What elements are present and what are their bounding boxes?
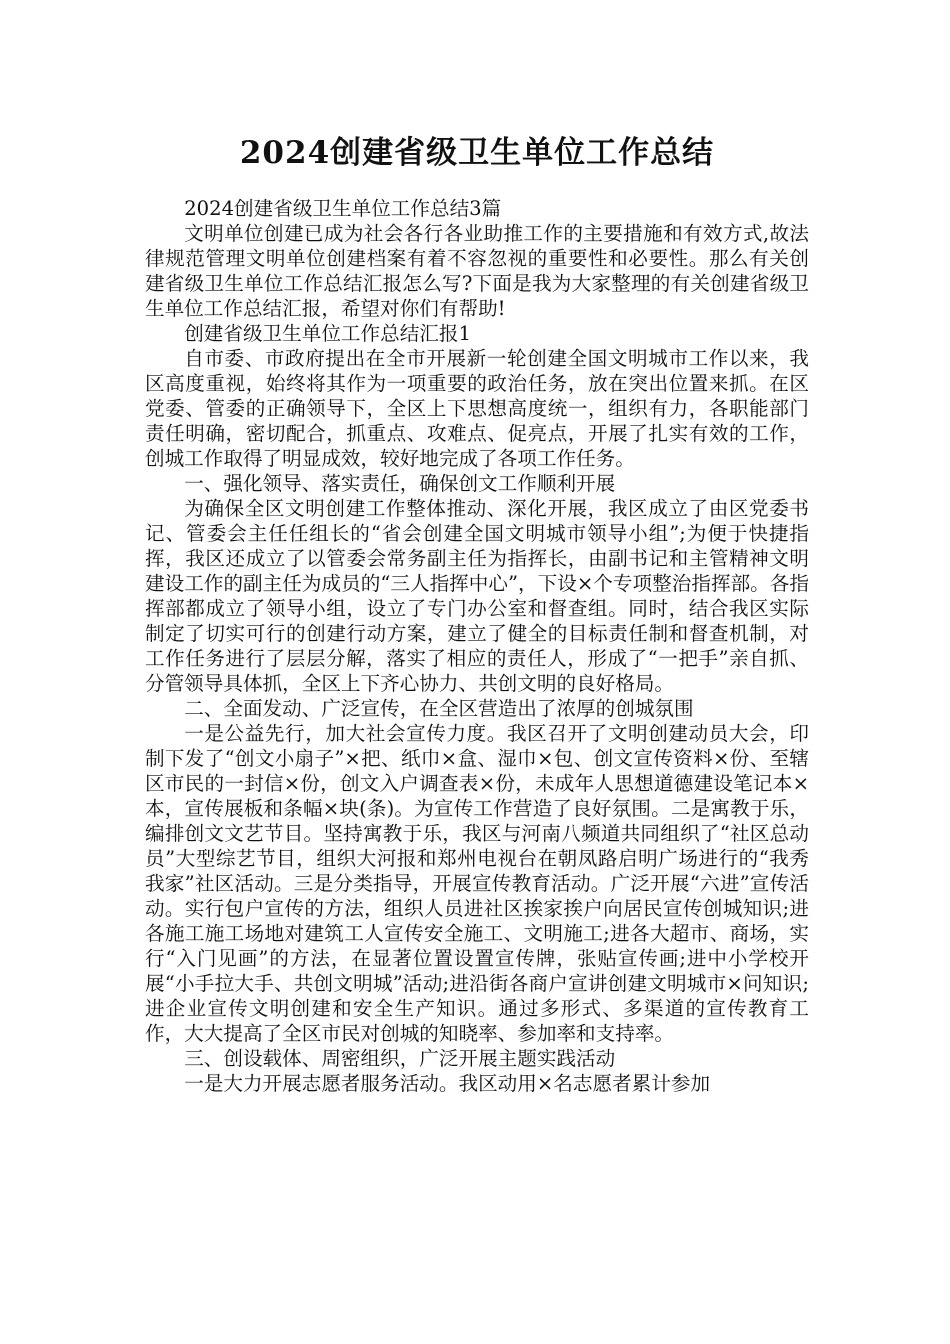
section-heading-1: 一、强化领导、落实责任，确保创文工作顺利开展 bbox=[184, 472, 616, 495]
section-heading-3: 三、创设载体、周密组织，广泛开展主题实践活动 bbox=[184, 1047, 616, 1070]
body-paragraph: 一是大力开展志愿者服务活动。我区动用×名志愿者累计参加 bbox=[184, 1072, 711, 1095]
report-heading: 创建省级卫生单位工作总结汇报1 bbox=[184, 322, 471, 345]
document-content bbox=[145, 0, 809, 1096]
body-paragraph: 为确保全区文明创建工作整体推动、深化开展，我区成立了由区党委书记、管委会主任任组长的“省会创建全国文明城市领导小组”;为便于快捷指挥，我区还成立了以管委会常务副主任为指挥长，由副书记和主管精神文明建设工作的副主任为成员的“三人指挥中心”，下设×个专项整治指挥部。各指挥部都成立了领导小组，设立了专门办公室和督查组。同时，结合我区实际制定了切实可行的创建行动方案，建立了健全的目标责任制和督查机制，对工作任务进行了层层分解，落实了相应的责任人，形成了“一把手”亲自抓、分管领导具体抓，全区上下齐心协力、共创文明的良好格局。 bbox=[145, 497, 809, 695]
document-body bbox=[145, 196, 809, 1096]
document-title: 2024创建省级卫生单位工作总结 bbox=[239, 135, 715, 171]
body-paragraph: 自市委、市政府提出在全市开展新一轮创建全国文明城市工作以来，我区高度重视，始终将其作为一项重要的政治任务，放在突出位置来抓。在区党委、管委的正确领导下，全区上下思想高度统一，组织有力，各职能部门责任明确，密切配合，抓重点、攻难点、促亮点，开展了扎实有效的工作，创城工作取得了明显成效，较好地完成了各项工作任务。 bbox=[145, 347, 809, 470]
document-subtitle: 2024创建省级卫生单位工作总结3篇 bbox=[184, 197, 502, 220]
intro-paragraph: 文明单位创建已成为社会各行各业助推工作的主要措施和有效方式,故法律规范管理文明单位创建档案有着不容忽视的重要性和必要性。那么有关创建省级卫生单位工作总结汇报怎么写?下面是我为大家整理的有关创建省级卫生单位工作总结汇报，希望对你们有帮助! bbox=[145, 222, 809, 320]
section-heading-2: 二、全面发动、广泛宣传，在全区营造出了浓厚的创城氛围 bbox=[184, 697, 694, 720]
body-paragraph: 一是公益先行，加大社会宣传力度。我区召开了文明创建动员大会，印制下发了“创文小扇子”×把、纸巾×盒、湿巾×包、创文宣传资料×份、至辖区市民的一封信×份，创文入户调查表×份，未成年人思想道德建设笔记本×本，宣传展板和条幅×块(条)。为宣传工作营造了良好氛围。二是寓教于乐，编排创文文艺节目。坚持寓教于乐，我区与河南八频道共同组织了“社区总动员”大型综艺节目，组织大河报和郑州电视台在朝凤路启明广场进行的“我秀我家”社区活动。三是分类指导，开展宣传教育活动。广泛开展“六进”宣传活动。实行包户宣传的方法，组织人员进社区挨家挨户向居民宣传创城知识;进各施工施工场地对建筑工人宣传安全施工、文明施工;进各大超市、商场，实行“入门见画”的方法，在显著位置设置宣传牌，张贴宣传画;进中小学校开展“小手拉大手、共创文明城”活动;进沿街各商户宣讲创建文明城市×问知识;进企业宣传文明创建和安全生产知识。通过多形式、多渠道的宣传教育工作，大大提高了全区市民对创城的知晓率、参加率和支持率。 bbox=[145, 722, 809, 1045]
